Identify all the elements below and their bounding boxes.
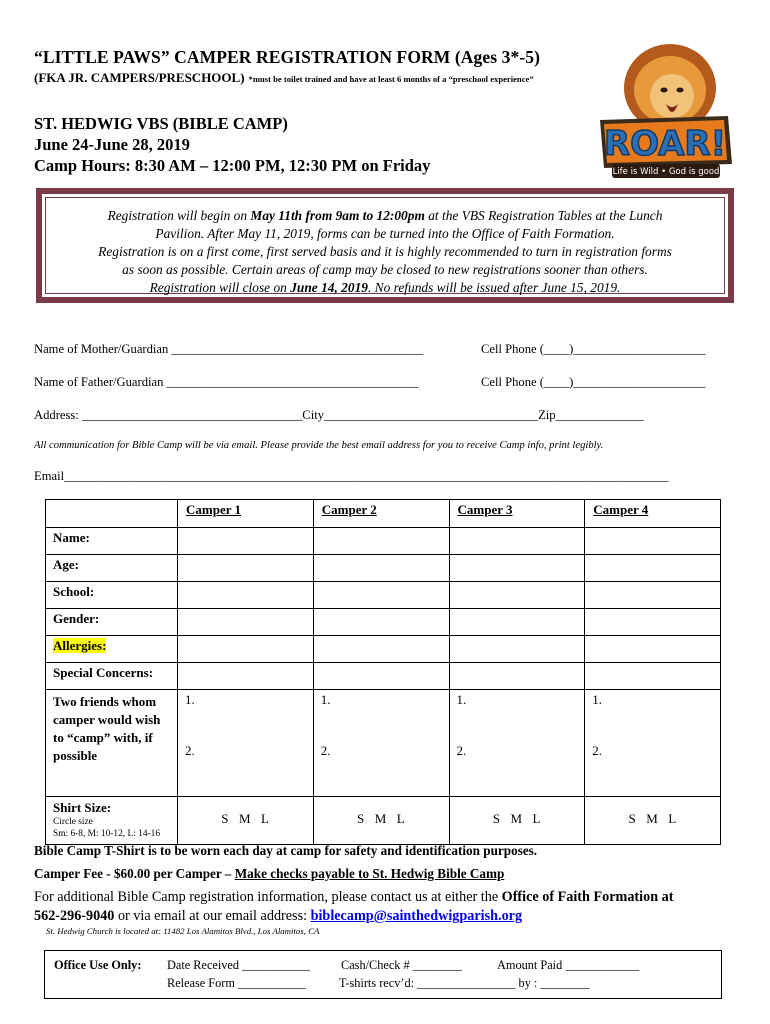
mother-guardian-field[interactable]: Name of Mother/Guardian ________________________________________ — [34, 342, 424, 356]
camper-1-friends-cell[interactable] — [178, 690, 314, 797]
mother-cell-phone-field[interactable]: Cell Phone (____)_____________________ — [481, 342, 706, 356]
camper-3-shirt-size-cell[interactable] — [449, 797, 585, 845]
friend-2-line[interactable]: 2. — [592, 743, 602, 758]
size-s[interactable]: S — [357, 811, 365, 826]
email-link[interactable]: biblecamp@sainthedwigparish.org — [310, 908, 523, 924]
friend-2-line[interactable]: 2. — [185, 743, 195, 758]
table-row — [46, 797, 721, 845]
size-m[interactable]: M — [374, 811, 387, 826]
camper-4-concerns-cell[interactable] — [585, 663, 721, 690]
table-corner-cell — [46, 500, 178, 528]
camper-2-school-cell[interactable] — [313, 582, 449, 609]
table-row — [46, 528, 721, 555]
notice-text: Registration will close on — [149, 280, 291, 295]
friend-2-line[interactable]: 2. — [320, 743, 331, 758]
camper-2-age-cell[interactable] — [313, 555, 449, 582]
camper-4-school-cell[interactable] — [585, 582, 721, 609]
camper-2-shirt-size-cell[interactable] — [313, 797, 449, 845]
camper-2-name-cell[interactable] — [313, 528, 449, 555]
camper-4-gender-cell[interactable] — [585, 609, 721, 636]
notice-text: Registration will begin on — [107, 208, 251, 223]
allergies-highlight: Allergies: — [53, 638, 107, 653]
size-m[interactable]: M — [646, 811, 659, 826]
camper-1-name-cell[interactable] — [178, 528, 314, 555]
camper-2-allergies-cell[interactable] — [313, 636, 449, 663]
name-row-label: Name: — [46, 528, 178, 555]
tshirts-received-field[interactable]: T-shirts recv’d: ________________ by : ________ — [339, 976, 590, 990]
communication-note: All communication for Bible Camp will be via email. Please provide the best email address for you to receive Camp info, print legibly. — [34, 440, 604, 451]
shirt-size-row-label — [46, 797, 178, 845]
logo-tagline: Life is Wild • God is good — [612, 167, 720, 177]
table-row — [46, 690, 721, 797]
gender-row-label: Gender: — [46, 609, 178, 636]
camper-1-gender-cell[interactable] — [178, 609, 314, 636]
camper-1-shirt-size-cell[interactable] — [178, 797, 314, 845]
size-l[interactable]: L — [532, 811, 541, 826]
table-row — [46, 663, 721, 690]
camper-table — [45, 499, 721, 845]
special-concerns-row-label: Special Concerns: — [46, 663, 178, 690]
contact-info — [34, 888, 734, 926]
tshirt-notice: Bible Camp T-Shirt is to be worn each day at camp for safety and identification purposes. — [34, 843, 538, 858]
camper-3-allergies-cell[interactable] — [449, 636, 585, 663]
camper-fee — [34, 866, 504, 882]
lion-logo-icon — [588, 36, 738, 182]
camper-4-name-cell[interactable] — [585, 528, 721, 555]
camper-2-friends-cell[interactable] — [313, 690, 449, 797]
office-name: Office of Faith Formation at — [501, 889, 674, 905]
form-title: “LITTLE PAWS” CAMPER REGISTRATION FORM (Ages 3*-5) — [34, 47, 541, 67]
friend-1-line[interactable]: 1. — [592, 692, 602, 707]
father-cell-phone-field[interactable]: Cell Phone (____)_____________________ — [481, 375, 706, 389]
camper-3-name-cell[interactable] — [449, 528, 585, 555]
payable-text: Make checks payable to St. Hedwig Bible Camp — [234, 866, 505, 881]
amount-paid-field[interactable]: Amount Paid ____________ — [497, 958, 640, 972]
camper-1-concerns-cell[interactable] — [178, 663, 314, 690]
circle-size-note: Circle size — [53, 817, 93, 827]
camper-4-shirt-size-cell[interactable] — [585, 797, 721, 845]
camper-3-concerns-cell[interactable] — [449, 663, 585, 690]
table-row — [46, 555, 721, 582]
camp-hours: Camp Hours: 8:30 AM – 12:00 PM, 12:30 PM on Friday — [34, 156, 431, 175]
size-s[interactable]: S — [221, 811, 229, 826]
fee-text: Camper Fee - $60.00 per Camper – — [34, 866, 235, 881]
camper-3-gender-cell[interactable] — [449, 609, 585, 636]
camper-3-school-cell[interactable] — [449, 582, 585, 609]
size-m[interactable]: M — [510, 811, 523, 826]
notice-text: Pavilion. After May 11, 2019, forms can be turned into the Office of Faith Formation. — [155, 226, 615, 241]
father-guardian-field[interactable]: Name of Father/Guardian ________________________________________ — [34, 375, 419, 389]
size-l[interactable]: L — [668, 811, 677, 826]
notice-date-bold: May 11th from 9am to 12:00pm — [250, 208, 425, 223]
roar-logo — [588, 36, 738, 182]
camper-3-age-cell[interactable] — [449, 555, 585, 582]
fka-note: *must be toilet trained and have at least 6 months of a “preschool experience” — [248, 74, 534, 84]
address-field[interactable]: Address: ___________________________________City__________________________________Zip______________ — [34, 408, 644, 422]
size-s[interactable]: S — [492, 811, 501, 826]
camper-1-school-cell[interactable] — [178, 582, 314, 609]
office-phone: 562-296-9040 — [34, 908, 115, 924]
event-dates: June 24-June 28, 2019 — [34, 135, 190, 154]
friend-1-line[interactable]: 1. — [456, 692, 467, 707]
fka-label: (FKA JR. CAMPERS/PRESCHOOL) — [34, 70, 245, 85]
camper-4-header: Camper 4 — [585, 500, 721, 528]
table-row — [46, 609, 721, 636]
camper-1-allergies-cell[interactable] — [178, 636, 314, 663]
camper-2-header: Camper 2 — [313, 500, 449, 528]
allergies-row-label — [46, 636, 178, 663]
school-row-label: School: — [46, 582, 178, 609]
event-name: ST. HEDWIG VBS (BIBLE CAMP) — [34, 114, 288, 133]
notice-text: at the VBS Registration Tables at the Lunch — [424, 208, 663, 223]
shirt-size-label: Shirt Size: — [53, 800, 112, 815]
camper-2-concerns-cell[interactable] — [313, 663, 449, 690]
camper-4-age-cell[interactable] — [585, 555, 721, 582]
size-l[interactable]: L — [396, 811, 406, 826]
friend-1-line[interactable]: 1. — [320, 692, 331, 707]
camper-1-header: Camper 1 — [178, 500, 314, 528]
table-header-row — [46, 500, 721, 528]
camper-3-header: Camper 3 — [449, 500, 585, 528]
camper-2-gender-cell[interactable] — [313, 609, 449, 636]
table-row — [46, 582, 721, 609]
size-ranges-note: Sm: 6-8, M: 10-12, L: 14-16 — [53, 829, 161, 839]
cash-check-field[interactable]: Cash/Check # ________ — [341, 958, 462, 972]
release-form-field[interactable]: Release Form ___________ — [167, 976, 306, 990]
camper-1-age-cell[interactable] — [178, 555, 314, 582]
size-m[interactable]: M — [238, 811, 252, 826]
form-subtitle — [34, 69, 534, 87]
contact-text: or via email at our email address: — [114, 908, 311, 924]
office-use-box — [44, 950, 722, 999]
email-field[interactable]: Email________________________________________________________________________________________________ — [34, 469, 669, 483]
registration-notice — [36, 188, 734, 303]
contact-text: For additional Bible Camp registration information, please contact us at either the — [34, 889, 502, 905]
notice-text: Registration is on a first come, first served basis and it is highly recommended to turn in registration forms — [98, 244, 672, 259]
size-l[interactable]: L — [261, 811, 270, 826]
camper-4-allergies-cell[interactable] — [585, 636, 721, 663]
notice-text: . No refunds will be issued after June 15, 2019. — [367, 280, 621, 295]
table-row — [46, 636, 721, 663]
notice-text: as soon as possible. Certain areas of camp may be closed to new registrations sooner than others. — [122, 262, 648, 277]
church-location: St. Hedwig Church is located at: 11482 Los Alamitos Blvd., Los Alamitos, CA — [46, 926, 320, 936]
friends-row-label: Two friends whom camper would wish to “camp” with, if possible — [46, 690, 178, 797]
friend-2-line[interactable]: 2. — [456, 743, 467, 758]
logo-word: ROAR! — [603, 124, 727, 164]
size-s[interactable]: S — [628, 811, 637, 826]
age-row-label: Age: — [46, 555, 178, 582]
notice-close-date: June 14, 2019 — [290, 280, 368, 295]
camper-3-friends-cell[interactable] — [449, 690, 585, 797]
office-use-label: Office Use Only: — [54, 958, 142, 972]
date-received-field[interactable]: Date Received ___________ — [167, 958, 310, 972]
camper-4-friends-cell[interactable] — [585, 690, 721, 797]
friend-1-line[interactable]: 1. — [185, 692, 195, 707]
